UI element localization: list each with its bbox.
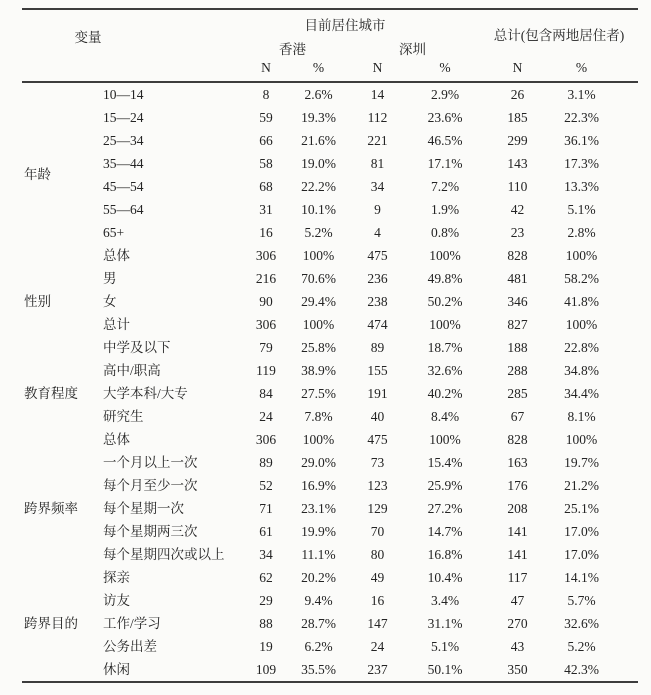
value-cell: 16 xyxy=(370,592,385,608)
value-cell: 14.7% xyxy=(427,523,463,539)
current-city-header: 目前居住城市 xyxy=(304,18,386,34)
category-cell: 工作/学习 xyxy=(103,615,161,631)
value-cell: 0.8% xyxy=(430,224,460,240)
total-pct-header: % xyxy=(575,60,588,75)
value-cell: 25.9% xyxy=(427,477,463,493)
value-cell: 236 xyxy=(367,270,388,286)
value-cell: 100% xyxy=(565,247,598,263)
value-cell: 119 xyxy=(256,362,276,378)
value-cell: 29.0% xyxy=(301,454,336,470)
value-cell: 9 xyxy=(374,201,381,217)
value-cell: 7.8% xyxy=(304,408,333,424)
value-cell: 110 xyxy=(507,178,528,194)
value-cell: 24 xyxy=(259,408,273,424)
value-cell: 21.2% xyxy=(564,477,599,493)
value-cell: 16 xyxy=(259,224,273,240)
value-cell: 88 xyxy=(259,615,273,631)
value-cell: 100% xyxy=(302,431,335,447)
value-cell: 8.4% xyxy=(430,408,460,424)
hk-pct-header: % xyxy=(312,60,325,75)
table-row xyxy=(22,520,638,543)
table-row xyxy=(22,198,638,221)
value-cell: 10.4% xyxy=(427,569,463,585)
value-cell: 35.5% xyxy=(301,661,336,677)
value-cell: 49 xyxy=(370,569,385,585)
value-cell: 10.1% xyxy=(301,201,336,217)
table-row xyxy=(22,359,638,382)
value-cell: 27.2% xyxy=(427,500,463,516)
value-cell: 22.3% xyxy=(564,109,599,125)
value-cell: 34 xyxy=(370,178,385,194)
value-cell: 827 xyxy=(507,316,528,332)
value-cell: 52 xyxy=(259,477,273,493)
category-cell: 总体 xyxy=(103,431,130,447)
value-cell: 38.9% xyxy=(301,362,336,378)
value-cell: 100% xyxy=(565,431,598,447)
category-cell: 每个星期一次 xyxy=(103,500,184,516)
table-row xyxy=(22,382,638,405)
table-row xyxy=(22,267,638,290)
value-cell: 112 xyxy=(367,109,388,125)
table-row xyxy=(22,589,638,612)
value-cell: 18.7% xyxy=(427,339,463,355)
category-cell: 公务出差 xyxy=(103,638,157,654)
value-cell: 2.6% xyxy=(304,86,333,102)
value-cell: 299 xyxy=(507,132,528,148)
value-cell: 100% xyxy=(429,431,461,447)
value-cell: 89 xyxy=(259,454,273,470)
value-cell: 68 xyxy=(259,178,273,194)
value-cell: 474 xyxy=(367,316,388,332)
value-cell: 100% xyxy=(429,316,461,332)
value-cell: 19.3% xyxy=(301,109,336,125)
value-cell: 4 xyxy=(374,224,381,240)
value-cell: 47 xyxy=(510,592,525,608)
value-cell: 7.2% xyxy=(430,178,460,194)
value-cell: 19.0% xyxy=(301,155,336,171)
category-cell: 总计 xyxy=(103,316,130,332)
value-cell: 117 xyxy=(507,569,528,585)
value-cell: 42 xyxy=(510,201,525,217)
value-cell: 90 xyxy=(259,293,273,309)
category-cell: 大学本科/大专 xyxy=(103,385,188,401)
value-cell: 475 xyxy=(367,247,388,263)
category-cell: 一个月以上一次 xyxy=(103,454,198,470)
value-cell: 29 xyxy=(259,592,273,608)
value-cell: 828 xyxy=(507,247,528,263)
value-cell: 19.7% xyxy=(564,454,599,470)
value-cell: 6.2% xyxy=(304,638,333,654)
category-cell: 25—34 xyxy=(103,132,144,148)
category-cell: 10—14 xyxy=(103,86,144,102)
value-cell: 100% xyxy=(302,247,335,263)
table-header xyxy=(22,9,638,82)
category-cell: 45—54 xyxy=(103,178,144,194)
value-cell: 84 xyxy=(259,385,273,401)
value-cell: 50.2% xyxy=(427,293,463,309)
value-cell: 141 xyxy=(507,546,528,562)
value-cell: 285 xyxy=(507,385,528,401)
value-cell: 147 xyxy=(367,615,388,631)
value-cell: 41.8% xyxy=(564,293,599,309)
table-row xyxy=(22,336,638,359)
value-cell: 9.4% xyxy=(304,592,333,608)
value-cell: 221 xyxy=(367,132,388,148)
paper-page xyxy=(22,8,638,683)
value-cell: 155 xyxy=(367,362,388,378)
total-n-header: N xyxy=(512,60,523,75)
value-cell: 70.6% xyxy=(301,270,336,286)
value-cell: 19 xyxy=(259,638,273,654)
value-cell: 58 xyxy=(259,155,273,171)
value-cell: 288 xyxy=(507,362,528,378)
value-cell: 8 xyxy=(262,86,270,102)
value-cell: 31 xyxy=(259,201,273,217)
value-cell: 31.1% xyxy=(427,615,463,631)
value-cell: 2.9% xyxy=(430,86,460,102)
category-cell: 探亲 xyxy=(103,569,130,585)
category-cell: 访友 xyxy=(103,592,130,608)
table-row xyxy=(22,451,638,474)
value-cell: 11.1% xyxy=(301,546,336,562)
shenzhen-header: 深圳 xyxy=(399,41,426,57)
value-cell: 59 xyxy=(259,109,273,125)
value-cell: 100% xyxy=(302,316,335,332)
table-row xyxy=(22,313,638,336)
value-cell: 216 xyxy=(255,270,277,286)
category-cell: 休闲 xyxy=(103,661,130,677)
value-cell: 62 xyxy=(259,569,273,585)
value-cell: 32.6% xyxy=(427,362,463,378)
value-cell: 270 xyxy=(507,615,528,631)
value-cell: 61 xyxy=(259,523,273,539)
value-cell: 17.0% xyxy=(564,523,599,539)
value-cell: 32.6% xyxy=(564,615,599,631)
value-cell: 17.1% xyxy=(427,155,463,171)
table-row xyxy=(22,543,638,566)
value-cell: 346 xyxy=(507,293,528,309)
value-cell: 40.2% xyxy=(427,385,463,401)
value-cell: 3.4% xyxy=(430,592,460,608)
value-cell: 176 xyxy=(507,477,528,493)
table-row xyxy=(22,82,638,106)
category-cell: 研究生 xyxy=(103,408,144,424)
value-cell: 188 xyxy=(507,339,528,355)
value-cell: 13.3% xyxy=(564,178,599,194)
category-cell: 中学及以下 xyxy=(103,339,171,355)
value-cell: 123 xyxy=(367,477,388,493)
value-cell: 25.8% xyxy=(301,339,336,355)
sz-n-header: N xyxy=(372,60,383,75)
variable-header: 变量 xyxy=(74,29,102,45)
header-row-3 xyxy=(22,61,638,82)
group-label: 年龄 xyxy=(24,167,51,183)
value-cell: 17.3% xyxy=(564,155,599,171)
category-cell: 总体 xyxy=(103,247,130,263)
table-row xyxy=(22,612,638,635)
value-cell: 66 xyxy=(259,132,273,148)
value-cell: 67 xyxy=(510,408,525,424)
value-cell: 21.6% xyxy=(301,132,336,148)
value-cell: 27.5% xyxy=(301,385,336,401)
value-cell: 42.3% xyxy=(564,661,599,677)
value-cell: 208 xyxy=(507,500,528,516)
value-cell: 306 xyxy=(255,431,277,447)
table-body xyxy=(22,82,638,682)
value-cell: 24 xyxy=(370,638,385,654)
hk-n-header: N xyxy=(261,60,271,75)
value-cell: 475 xyxy=(367,431,388,447)
value-cell: 81 xyxy=(370,155,385,171)
group-label: 跨界目的 xyxy=(24,615,78,631)
value-cell: 25.1% xyxy=(564,500,599,516)
value-cell: 58.2% xyxy=(564,270,599,286)
category-cell: 65+ xyxy=(103,224,125,240)
value-cell: 36.1% xyxy=(564,132,599,148)
value-cell: 79 xyxy=(259,339,273,355)
value-cell: 17.0% xyxy=(564,546,599,562)
value-cell: 306 xyxy=(255,316,277,332)
value-cell: 43 xyxy=(510,638,525,654)
value-cell: 23.1% xyxy=(301,500,336,516)
category-cell: 35—44 xyxy=(103,155,144,171)
table-row xyxy=(22,658,638,682)
table-row xyxy=(22,405,638,428)
value-cell: 481 xyxy=(507,270,528,286)
value-cell: 109 xyxy=(255,661,277,677)
value-cell: 22.2% xyxy=(301,178,336,194)
value-cell: 22.8% xyxy=(564,339,599,355)
table-row xyxy=(22,290,638,313)
value-cell: 40 xyxy=(370,408,385,424)
value-cell: 306 xyxy=(255,247,277,263)
value-cell: 5.2% xyxy=(304,224,333,240)
value-cell: 5.1% xyxy=(567,201,596,217)
value-cell: 143 xyxy=(507,155,528,171)
group-label: 跨界频率 xyxy=(24,500,78,516)
value-cell: 14.1% xyxy=(564,569,599,585)
value-cell: 163 xyxy=(507,454,528,470)
category-cell: 高中/职高 xyxy=(103,362,161,378)
category-cell: 55—64 xyxy=(103,201,144,217)
value-cell: 89 xyxy=(370,339,385,355)
category-cell: 每个星期四次或以上 xyxy=(103,546,225,562)
table-row xyxy=(22,175,638,198)
category-cell: 每个月至少一次 xyxy=(103,477,198,493)
value-cell: 20.2% xyxy=(301,569,336,585)
value-cell: 14 xyxy=(370,86,385,102)
value-cell: 19.9% xyxy=(301,523,336,539)
value-cell: 828 xyxy=(507,431,528,447)
value-cell: 26 xyxy=(510,86,525,102)
group-label: 教育程度 xyxy=(24,385,78,401)
sz-pct-header: % xyxy=(439,60,451,75)
value-cell: 71 xyxy=(259,500,273,516)
value-cell: 238 xyxy=(367,293,388,309)
value-cell: 70 xyxy=(370,523,385,539)
group-label: 性别 xyxy=(24,293,51,309)
header-row-1 xyxy=(22,9,638,38)
statistics-table xyxy=(22,8,638,683)
value-cell: 129 xyxy=(367,500,388,516)
value-cell: 16.9% xyxy=(301,477,336,493)
table-row xyxy=(22,244,638,267)
value-cell: 34.4% xyxy=(564,385,599,401)
value-cell: 8.1% xyxy=(567,408,596,424)
value-cell: 141 xyxy=(507,523,528,539)
table-row xyxy=(22,635,638,658)
category-cell: 男 xyxy=(103,270,117,286)
value-cell: 191 xyxy=(367,385,388,401)
value-cell: 46.5% xyxy=(427,132,463,148)
value-cell: 34 xyxy=(259,546,273,562)
value-cell: 73 xyxy=(370,454,385,470)
value-cell: 3.1% xyxy=(567,86,596,102)
value-cell: 28.7% xyxy=(301,615,336,631)
value-cell: 80 xyxy=(370,546,385,562)
value-cell: 49.8% xyxy=(427,270,463,286)
value-cell: 23 xyxy=(510,224,525,240)
value-cell: 5.1% xyxy=(430,638,460,654)
value-cell: 5.7% xyxy=(567,592,596,608)
value-cell: 1.9% xyxy=(430,201,460,217)
value-cell: 23.6% xyxy=(427,109,463,125)
value-cell: 50.1% xyxy=(427,661,463,677)
total-header: 总计(包含两地居住者) xyxy=(493,27,625,43)
category-cell: 15—24 xyxy=(103,109,144,125)
table-row xyxy=(22,474,638,497)
category-cell: 每个星期两三次 xyxy=(103,523,198,539)
value-cell: 237 xyxy=(367,661,388,677)
value-cell: 15.4% xyxy=(427,454,463,470)
value-cell: 16.8% xyxy=(427,546,463,562)
value-cell: 350 xyxy=(507,661,528,677)
table-row xyxy=(22,428,638,451)
value-cell: 100% xyxy=(429,247,461,263)
value-cell: 34.8% xyxy=(564,362,599,378)
table-row xyxy=(22,106,638,129)
value-cell: 29.4% xyxy=(301,293,336,309)
hongkong-header: 香港 xyxy=(279,41,306,57)
value-cell: 2.8% xyxy=(567,224,596,240)
value-cell: 185 xyxy=(507,109,528,125)
table-row xyxy=(22,221,638,244)
category-cell: 女 xyxy=(103,293,117,309)
value-cell: 5.2% xyxy=(567,638,596,654)
header-spacer xyxy=(22,61,240,82)
table-row xyxy=(22,152,638,175)
table-row xyxy=(22,129,638,152)
value-cell: 100% xyxy=(565,316,598,332)
table-row xyxy=(22,497,638,520)
table-row xyxy=(22,566,638,589)
